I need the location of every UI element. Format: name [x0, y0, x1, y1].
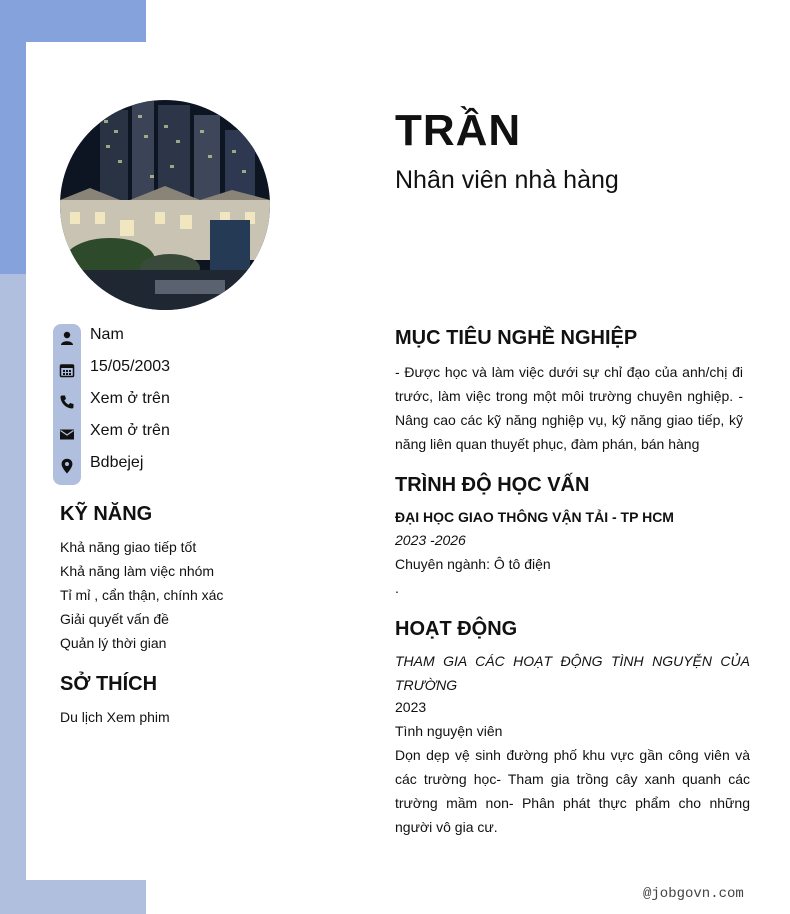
- hobbies-text: Du lịch Xem phim: [60, 709, 170, 725]
- profile-photo-image: [60, 100, 270, 310]
- skill-item: Khả năng giao tiếp tốt: [60, 539, 197, 555]
- skill-item: Tỉ mỉ , cẩn thận, chính xác: [60, 587, 224, 603]
- objective-title: MỤC TIÊU NGHỀ NGHIỆP: [395, 327, 638, 349]
- skills-list: [60, 535, 223, 655]
- education-note: .: [395, 580, 399, 596]
- location-icon: [59, 458, 75, 474]
- activity-year: 2023: [395, 699, 427, 715]
- skill-item: Giải quyết vấn đề: [60, 611, 169, 627]
- decor-left-strip: [0, 274, 26, 914]
- phone-icon: [59, 394, 75, 410]
- candidate-name: TRẦN: [395, 106, 522, 155]
- footer-watermark: @jobgovn.com: [643, 886, 744, 902]
- activities-title: HOẠT ĐỘNG: [395, 618, 518, 640]
- skill-item: Khả năng làm việc nhóm: [60, 563, 215, 579]
- hobbies-title: SỞ THÍCH: [60, 673, 158, 695]
- education-period: 2023 -2026: [395, 532, 466, 548]
- calendar-icon: [59, 362, 75, 378]
- activity-description: Dọn dẹp vệ sinh đường phố khu vực gần công viên và các trường học- Tham gia trồng cây xanh quanh các trường mầm non- Phân phát thực phẩm cho những người vô gia cư.: [395, 747, 750, 835]
- education-title: TRÌNH ĐỘ HỌC VẤN: [395, 474, 590, 496]
- objective-text: - Được học và làm việc dưới sự chỉ đạo của anh/chị đi trước, làm việc trong một môi trường chuyên nghiệp. - Nâng cao các kỹ năng nghiệp vụ, kỹ năng giao tiếp, kỹ năng liên quan thuyết phục, đàm phán, bán hàng: [395, 364, 743, 452]
- info-email-text: Xem ở trên: [90, 422, 170, 439]
- activity-name: THAM GIA CÁC HOẠT ĐỘNG TÌNH NGUYỆN CỦA TRƯỜNG: [395, 653, 750, 693]
- education-school: ĐẠI HỌC GIAO THÔNG VẬN TẢI - TP HCM: [395, 509, 674, 525]
- skills-title: KỸ NĂNG: [60, 503, 153, 525]
- user-icon: [59, 330, 75, 346]
- info-birthdate-text: 15/05/2003: [90, 358, 171, 375]
- decor-bottom-block: [0, 880, 146, 914]
- info-phone-text: Xem ở trên: [90, 390, 170, 407]
- profile-photo: [60, 100, 270, 310]
- info-gender-text: Nam: [90, 326, 124, 343]
- job-title: Nhân viên nhà hàng: [395, 166, 619, 194]
- mail-icon: [59, 426, 75, 442]
- education-major: Chuyên ngành: Ô tô điện: [395, 556, 551, 572]
- skill-item: Quản lý thời gian: [60, 635, 167, 651]
- activity-role: Tình nguyện viên: [395, 723, 503, 739]
- info-address-text: Bdbejej: [90, 454, 144, 471]
